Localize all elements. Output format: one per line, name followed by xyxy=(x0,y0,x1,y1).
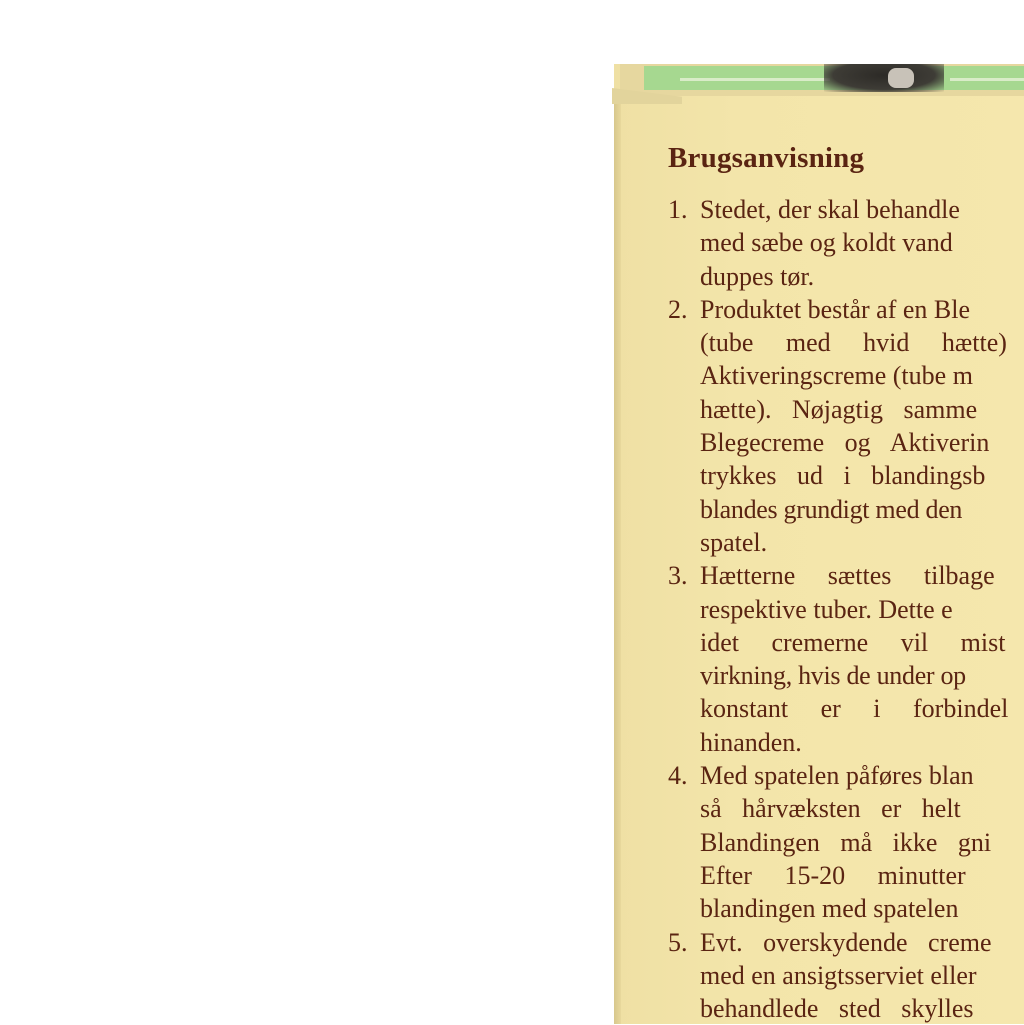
step-line: duppes tør. xyxy=(700,261,815,291)
step-line: (tube med hvid hætte) xyxy=(700,328,1007,358)
step-line: Efter 15-20 minutter xyxy=(700,860,966,890)
step-line: med en ansigtsserviet eller xyxy=(700,960,977,990)
step-number: 3. xyxy=(668,561,688,591)
step-line: Aktiveringscreme (tube m xyxy=(700,361,973,391)
step-line: idet cremerne vil mist xyxy=(700,627,1006,657)
instructions-panel xyxy=(668,142,1024,1025)
step-number: 5. xyxy=(668,927,688,957)
step-number: 4. xyxy=(668,761,688,791)
step-line: Hætterne sættes tilbage xyxy=(700,561,995,591)
step-line: trykkes ud i blandingsb xyxy=(700,461,986,491)
step-line: Blegecreme og Aktiverin xyxy=(700,428,990,458)
step-line: med sæbe og koldt vand xyxy=(700,228,953,258)
box-dark-graphic xyxy=(824,64,944,92)
step-line: konstant er i forbindel xyxy=(700,694,1009,724)
step-line: behandlede sted skylles xyxy=(700,994,974,1024)
step-line: så hårvæksten er helt xyxy=(700,794,961,824)
step-5 xyxy=(668,926,1024,1025)
step-line: blandes grundigt med den xyxy=(700,494,963,524)
step-line: Med spatelen påføres blan xyxy=(700,761,974,791)
step-number: 2. xyxy=(668,294,688,324)
step-line: hætte). Nøjagtig samme xyxy=(700,394,978,424)
box-green-line-right xyxy=(950,78,1024,81)
step-number: 1. xyxy=(668,195,688,224)
step-line: Evt. overskydende creme xyxy=(700,927,992,957)
box-side-edge xyxy=(614,96,621,1024)
step-line: hinanden. xyxy=(700,727,802,757)
step-line: virkning, hvis de under op xyxy=(700,661,966,691)
step-1 xyxy=(668,193,1024,293)
step-3 xyxy=(668,559,1024,759)
box-light-graphic xyxy=(888,68,914,88)
step-line: Stedet, der skal behandle xyxy=(700,195,960,224)
step-line: spatel. xyxy=(700,527,768,557)
step-line: Blandingen må ikke gni xyxy=(700,827,992,857)
step-line: Produktet består af en Ble xyxy=(700,294,971,324)
instructions-heading: Brugsanvisning xyxy=(668,142,865,174)
step-4 xyxy=(668,759,1024,925)
box-green-line xyxy=(680,78,830,81)
step-2 xyxy=(668,293,1024,559)
step-line: respektive tuber. Dette e xyxy=(700,594,953,624)
step-line: blandingen med spatelen xyxy=(700,894,959,924)
instructions-list xyxy=(668,193,1024,1025)
